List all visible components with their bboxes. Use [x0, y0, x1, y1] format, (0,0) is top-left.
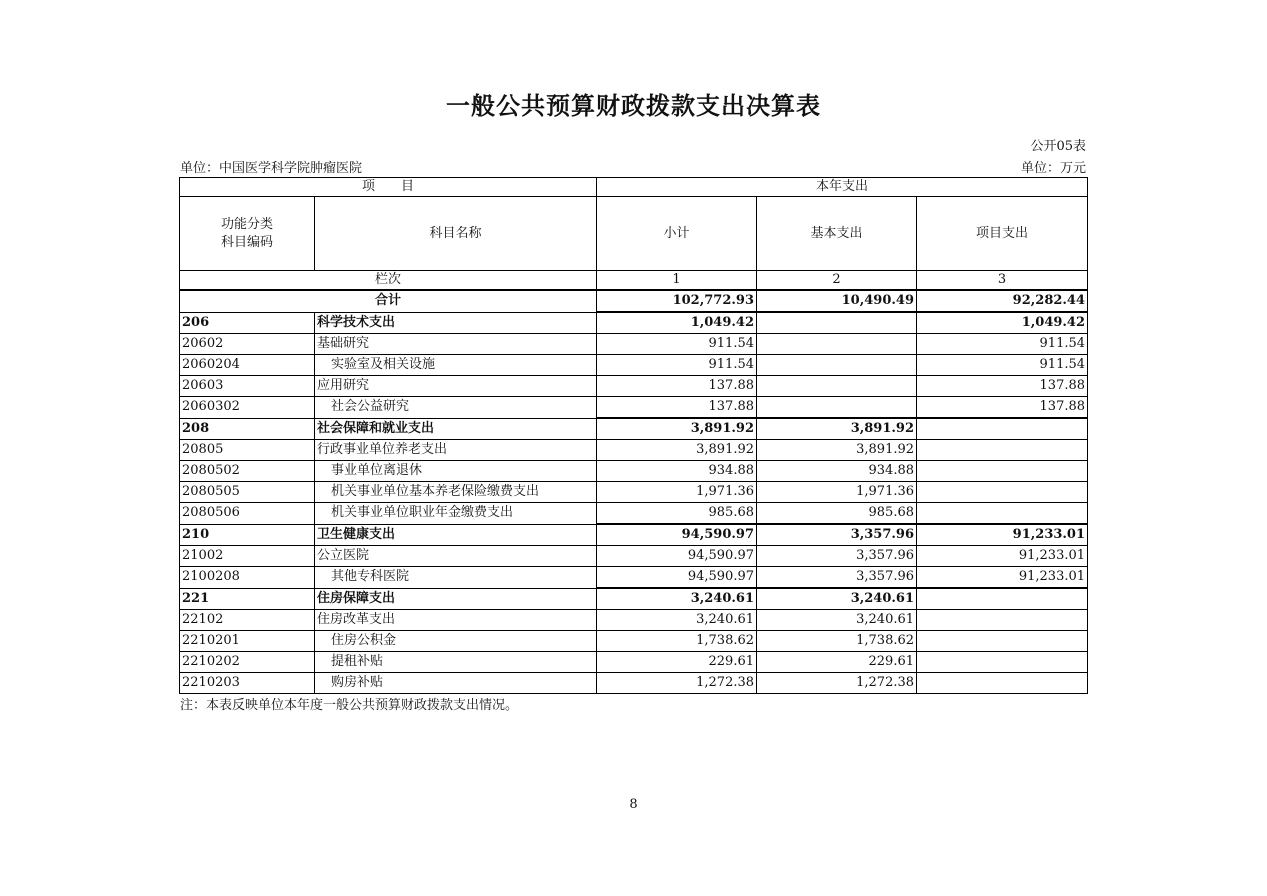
row-project — [917, 482, 1088, 503]
header-row-columns — [180, 197, 1088, 271]
row-basic: 229.61 — [757, 652, 917, 673]
table-row — [180, 631, 1088, 652]
row-basic: 1,272.38 — [757, 673, 917, 694]
row-subtotal: 94,590.97 — [597, 567, 757, 589]
header-column-index: 栏次 — [180, 271, 597, 291]
row-name: 机关事业单位职业年金缴费支出 — [315, 503, 597, 525]
row-subtotal: 137.88 — [597, 397, 757, 419]
row-code: 2080502 — [180, 461, 315, 482]
row-subtotal: 94,590.97 — [597, 524, 757, 546]
row-project — [917, 610, 1088, 631]
table-row — [180, 588, 1088, 610]
row-subtotal: 1,049.42 — [597, 312, 757, 334]
row-name: 科学技术支出 — [315, 312, 597, 334]
row-project — [917, 503, 1088, 525]
row-code: 2210203 — [180, 673, 315, 694]
row-project — [917, 631, 1088, 652]
document-title: 一般公共预算财政拨款支出决算表 — [446, 91, 821, 120]
table-row — [180, 355, 1088, 376]
row-basic: 934.88 — [757, 461, 917, 482]
row-subtotal: 1,272.38 — [597, 673, 757, 694]
total-label: 合计 — [180, 290, 597, 312]
row-code: 2060204 — [180, 355, 315, 376]
row-code: 210 — [180, 524, 315, 546]
row-basic: 3,891.92 — [757, 418, 917, 440]
row-name: 购房补贴 — [315, 673, 597, 694]
row-basic: 3,357.96 — [757, 567, 917, 589]
table-row — [180, 334, 1088, 355]
row-basic: 1,971.36 — [757, 482, 917, 503]
table-row — [180, 440, 1088, 461]
row-subtotal: 3,891.92 — [597, 440, 757, 461]
row-code: 20602 — [180, 334, 315, 355]
total-subtotal: 102,772.93 — [597, 290, 757, 312]
row-code: 2100208 — [180, 567, 315, 589]
table-row — [180, 567, 1088, 589]
row-basic: 3,357.96 — [757, 524, 917, 546]
header-row-index — [180, 271, 1088, 291]
row-basic — [757, 355, 917, 376]
form-code: 公开05表 — [1030, 139, 1086, 154]
table-row — [180, 546, 1088, 567]
row-code: 2080505 — [180, 482, 315, 503]
header-col2: 2 — [757, 271, 917, 291]
row-project — [917, 673, 1088, 694]
row-project: 91,233.01 — [917, 524, 1088, 546]
row-project: 137.88 — [917, 376, 1088, 397]
row-subtotal: 911.54 — [597, 334, 757, 355]
total-project: 92,282.44 — [917, 290, 1088, 312]
row-project — [917, 440, 1088, 461]
row-code: 221 — [180, 588, 315, 610]
table-row — [180, 652, 1088, 673]
header-func-code — [180, 197, 315, 271]
row-subtotal: 229.61 — [597, 652, 757, 673]
row-subtotal: 1,738.62 — [597, 631, 757, 652]
row-code: 208 — [180, 418, 315, 440]
header-project: 项目支出 — [917, 197, 1088, 271]
row-project: 911.54 — [917, 355, 1088, 376]
expenditure-table — [179, 177, 1088, 694]
row-name: 住房保障支出 — [315, 588, 597, 610]
row-subtotal: 985.68 — [597, 503, 757, 525]
row-project — [917, 461, 1088, 482]
row-subtotal: 1,971.36 — [597, 482, 757, 503]
header-func-code-line2: 科目编码 — [220, 234, 273, 250]
table-row — [180, 461, 1088, 482]
row-name: 实验室及相关设施 — [315, 355, 597, 376]
header-current-year: 本年支出 — [597, 178, 1088, 197]
header-item: 项 目 — [180, 178, 597, 197]
header-subtotal: 小计 — [597, 197, 757, 271]
table-row — [180, 673, 1088, 694]
row-basic — [757, 334, 917, 355]
table-row — [180, 503, 1088, 525]
row-name: 卫生健康支出 — [315, 524, 597, 546]
footnote: 注：本表反映单位本年度一般公共预算财政拨款支出情况。 — [180, 698, 519, 713]
row-name: 提租补贴 — [315, 652, 597, 673]
total-basic: 10,490.49 — [757, 290, 917, 312]
row-project: 1,049.42 — [917, 312, 1088, 334]
row-name: 应用研究 — [315, 376, 597, 397]
row-name: 社会公益研究 — [315, 397, 597, 419]
header-subject-name: 科目名称 — [315, 197, 597, 271]
row-basic: 3,240.61 — [757, 588, 917, 610]
row-code: 20805 — [180, 440, 315, 461]
row-name: 基础研究 — [315, 334, 597, 355]
table-row — [180, 376, 1088, 397]
row-basic — [757, 376, 917, 397]
row-subtotal: 3,891.92 — [597, 418, 757, 440]
row-project: 137.88 — [917, 397, 1088, 419]
table-row — [180, 397, 1088, 419]
table-row — [180, 610, 1088, 631]
header-func-code-line1: 功能分类 — [220, 216, 273, 232]
header-row-top — [180, 178, 1088, 197]
row-name: 其他专科医院 — [315, 567, 597, 589]
row-name: 社会保障和就业支出 — [315, 418, 597, 440]
header-col1: 1 — [597, 271, 757, 291]
row-name: 住房公积金 — [315, 631, 597, 652]
table-row — [180, 312, 1088, 334]
row-subtotal: 94,590.97 — [597, 546, 757, 567]
row-name: 公立医院 — [315, 546, 597, 567]
row-code: 22102 — [180, 610, 315, 631]
row-code: 21002 — [180, 546, 315, 567]
row-code: 2080506 — [180, 503, 315, 525]
row-basic — [757, 397, 917, 419]
row-subtotal: 911.54 — [597, 355, 757, 376]
row-code: 2210201 — [180, 631, 315, 652]
row-name: 事业单位离退休 — [315, 461, 597, 482]
row-subtotal: 934.88 — [597, 461, 757, 482]
row-basic: 3,240.61 — [757, 610, 917, 631]
row-basic — [757, 312, 917, 334]
row-code: 20603 — [180, 376, 315, 397]
unit-name: 单位：中国医学科学院肿瘤医院 — [180, 161, 363, 176]
row-name: 机关事业单位基本养老保险缴费支出 — [315, 482, 597, 503]
row-subtotal: 3,240.61 — [597, 588, 757, 610]
row-basic: 3,357.96 — [757, 546, 917, 567]
row-project — [917, 418, 1088, 440]
row-code: 206 — [180, 312, 315, 334]
table-row — [180, 482, 1088, 503]
row-project: 91,233.01 — [917, 567, 1088, 589]
row-code: 2060302 — [180, 397, 315, 419]
row-subtotal: 3,240.61 — [597, 610, 757, 631]
row-name: 住房改革支出 — [315, 610, 597, 631]
row-project: 91,233.01 — [917, 546, 1088, 567]
row-project: 911.54 — [917, 334, 1088, 355]
total-row — [180, 290, 1088, 312]
row-basic: 1,738.62 — [757, 631, 917, 652]
row-name: 行政事业单位养老支出 — [315, 440, 597, 461]
row-basic: 3,891.92 — [757, 440, 917, 461]
page-number: 8 — [629, 797, 638, 812]
table-row — [180, 418, 1088, 440]
row-code: 2210202 — [180, 652, 315, 673]
table-row — [180, 524, 1088, 546]
row-project — [917, 652, 1088, 673]
row-project — [917, 588, 1088, 610]
header-basic: 基本支出 — [757, 197, 917, 271]
row-basic: 985.68 — [757, 503, 917, 525]
row-subtotal: 137.88 — [597, 376, 757, 397]
header-col3: 3 — [917, 271, 1088, 291]
currency-unit: 单位：万元 — [1020, 161, 1086, 176]
